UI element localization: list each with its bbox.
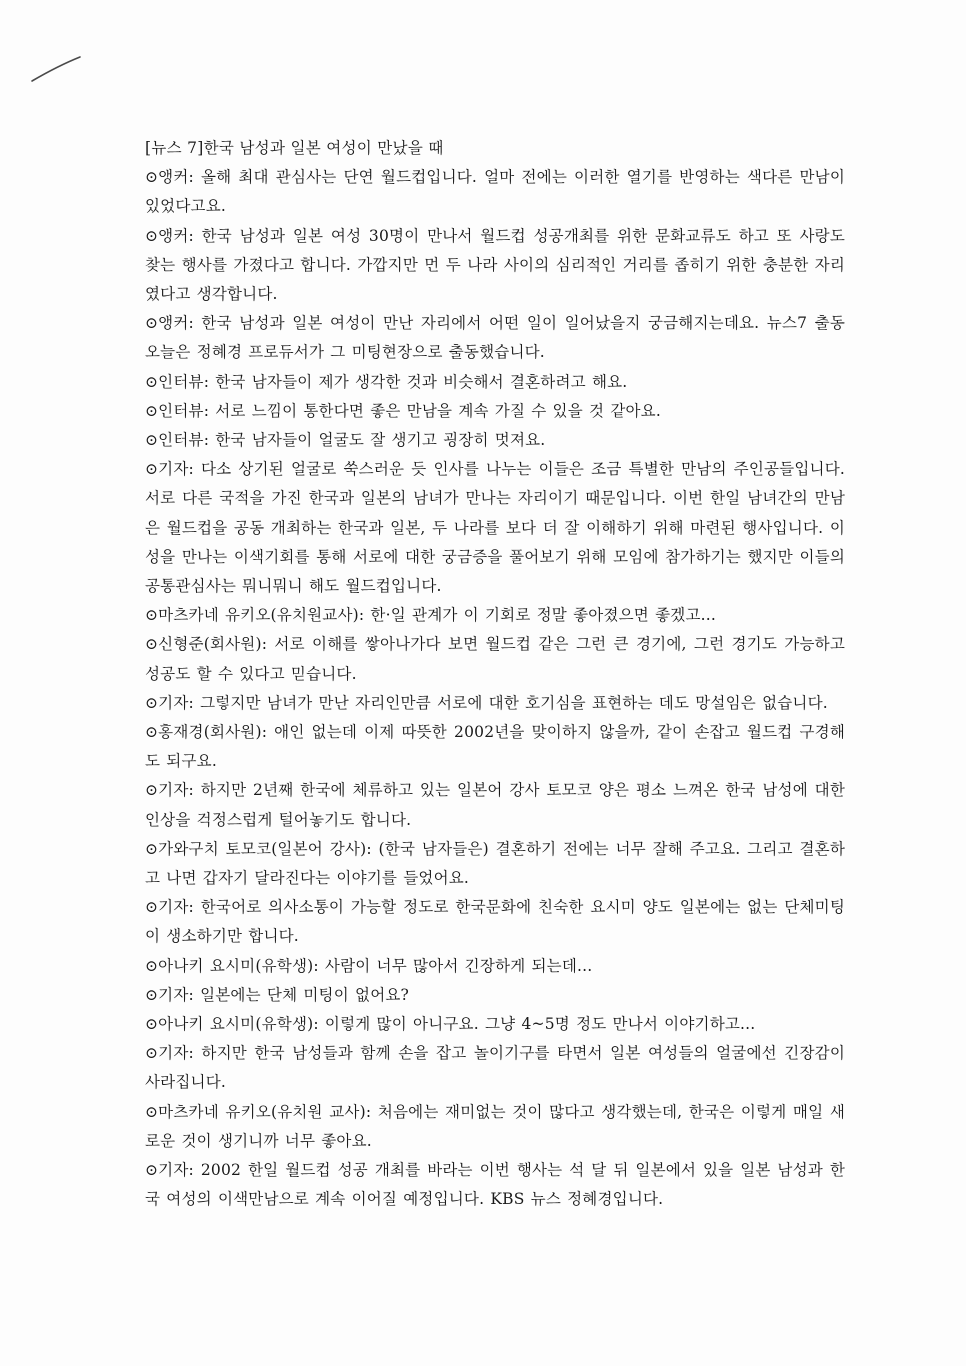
pen-stroke-mark	[30, 54, 82, 84]
transcript-paragraph: ⊙아나키 요시미(유학생): 이렇게 많이 아니구요. 그냥 4~5명 정도 만나서 이야기하고...	[145, 1015, 756, 1034]
transcript-paragraph: ⊙인터뷰: 서로 느낌이 통한다면 좋은 만남을 계속 가질 수 있을 것 같아요.	[145, 401, 661, 420]
transcript-paragraph: ⊙신형준(회사원): 서로 이해를 쌓아나가다 보면 월드컵 같은 그런 큰 경기에, 그런 경기도 가능하고 성공도 할 수 있다고 믿습니다.	[145, 635, 845, 683]
transcript-paragraph: ⊙가와구치 토모코(일본어 강사): (한국 남자들은) 결혼하기 전에는 너무 잘해 주고요. 그리고 결혼하고 나면 갑자기 달라진다는 이야기를 들었어요.	[145, 839, 845, 888]
transcript-paragraph: ⊙기자: 일본에는 단체 미팅이 없어요?	[145, 985, 410, 1004]
transcript-paragraph: ⊙앵커: 한국 남성과 일본 여성이 만난 자리에서 어떤 일이 일어났을지 궁금해지는데요. 뉴스7 출동 오늘은 정혜경 프로듀서가 그 미팅현장으로 출동했습니다.	[145, 314, 845, 362]
transcript-paragraph: ⊙기자: 한국어로 의사소통이 가능할 정도로 한국문화에 친숙한 요시미 양도 일본에는 없는 단체미팅이 생소하기만 합니다.	[145, 898, 845, 946]
transcript-paragraph: ⊙아나키 요시미(유학생): 사람이 너무 많아서 긴장하게 되는데...	[145, 956, 593, 975]
transcript-paragraph: ⊙마츠카네 유키오(유치원교사): 한·일 관계가 이 기회로 정말 좋아졌으면 좋겠고...	[145, 606, 716, 625]
document-body	[145, 134, 845, 1215]
transcript-paragraph: ⊙기자: 2002 한일 월드컵 성공 개최를 바라는 이번 행사는 석 달 뒤 일본에서 있을 일본 남성과 한국 여성의 이색만남으로 계속 이어질 예정입니다. KBS 뉴스 정혜경입니다.	[145, 1161, 845, 1209]
transcript-paragraph: ⊙인터뷰: 한국 남자들이 제가 생각한 것과 비슷해서 결혼하려고 해요.	[145, 372, 628, 391]
transcript-paragraph: ⊙마츠카네 유키오(유치원 교사): 처음에는 재미없는 것이 많다고 생각했는데, 한국은 이렇게 매일 새로운 것이 생기니까 너무 좋아요.	[145, 1102, 845, 1150]
transcript-paragraph: ⊙홍재경(회사원): 애인 없는데 이제 따뜻한 2002년을 맞이하지 않을까, 같이 손잡고 월드컵 구경해도 되구요.	[145, 723, 845, 771]
transcript-paragraph: ⊙앵커: 한국 남성과 일본 여성 30명이 만나서 월드컵 성공개최를 위한 문화교류도 하고 또 사랑도 찾는 행사를 가졌다고 합니다. 가깝지만 먼 두 나라 사이의 심리적인 거리를 좁히기 위한 충분한 자리였다고 생각합니다.	[145, 226, 845, 303]
transcript-paragraph: ⊙기자: 그렇지만 남녀가 만난 자리인만큼 서로에 대한 호기심을 표현하는 데도 망설임은 없습니다.	[145, 693, 828, 712]
transcript-paragraph: ⊙기자: 하지만 한국 남성들과 함께 손을 잡고 놀이기구를 타면서 일본 여성들의 얼굴에선 긴장감이 사라집니다.	[145, 1044, 845, 1092]
transcript-paragraph: ⊙인터뷰: 한국 남자들이 얼굴도 잘 생기고 굉장히 멋져요.	[145, 431, 546, 450]
transcript-paragraph: ⊙기자: 하지만 2년째 한국에 체류하고 있는 일본어 강사 토모코 양은 평소 느껴온 한국 남성에 대한 인상을 걱정스럽게 털어놓기도 합니다.	[145, 781, 845, 829]
paragraph-list	[145, 163, 845, 1214]
document-title: [뉴스 7]한국 남성과 일본 여성이 만났을 때	[145, 139, 444, 157]
transcript-paragraph: ⊙앵커: 올해 최대 관심사는 단연 월드컵입니다. 얼마 전에는 이러한 열기를 반영하는 색다른 만남이 있었다고요.	[145, 168, 845, 216]
transcript-paragraph: ⊙기자: 다소 상기된 얼굴로 쑥스러운 듯 인사를 나누는 이들은 조금 특별한 만남의 주인공들입니다. 서로 다른 국적을 가진 한국과 일본의 남녀가 만나는 자리이기 때문입니다. 이번 한일 남녀간의 만남은 월드컵을 공동 개최하는 한국과 일본, 두 나라를 보다 더 잘 이해하기 위해 마련된 행사입니다. 이성을 만나는 이색기회를 통해 서로에 대한 궁금증을 풀어보기 위해 모임에 참가하기는 했지만 이들의 공통관심사는 뭐니뭐니 해도 월드컵입니다.	[145, 460, 845, 596]
